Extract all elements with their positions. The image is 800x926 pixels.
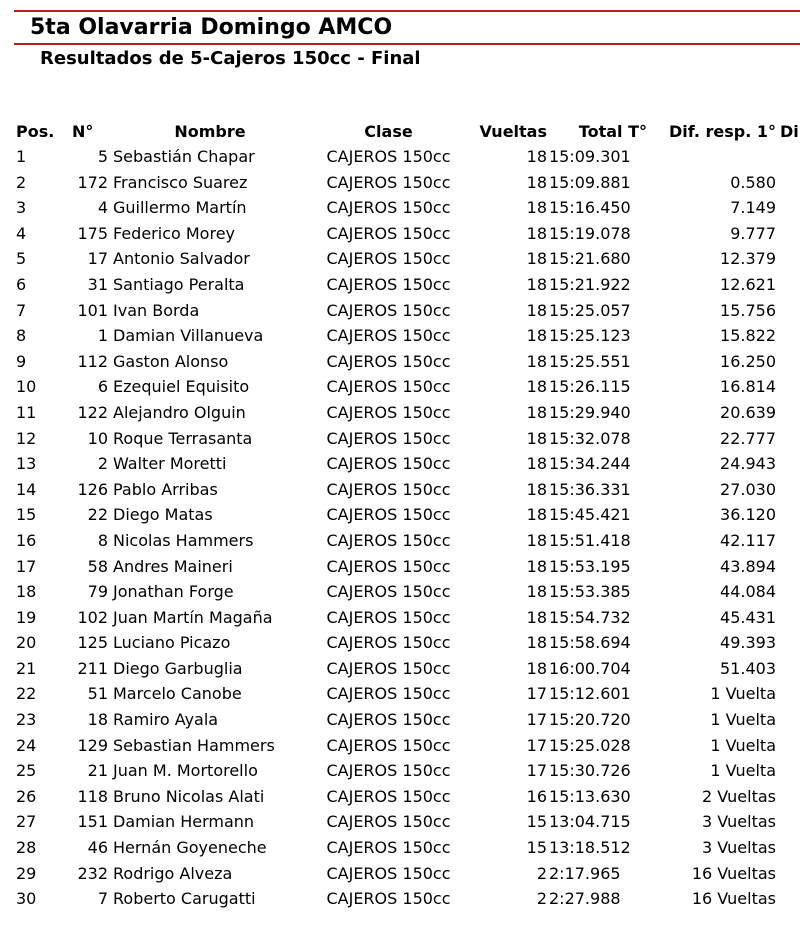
- row-laps: 15: [526, 812, 547, 832]
- row-total-time: 15:25.057: [549, 300, 631, 320]
- row-number: 172: [77, 172, 108, 192]
- row-difference: 1 Vuelta: [710, 761, 776, 781]
- row-extra: [776, 528, 800, 554]
- row-total-time: 15:16.450: [549, 198, 631, 218]
- row-number: 175: [77, 223, 108, 243]
- row-number: 7: [97, 889, 108, 909]
- row-pos: 5: [16, 249, 27, 269]
- row-pos: 18: [16, 582, 37, 602]
- row-class: CAJEROS 150cc: [326, 223, 451, 243]
- row-laps: 15: [526, 838, 547, 858]
- row-pos: 12: [16, 428, 37, 448]
- row-laps: 18: [526, 479, 547, 499]
- row-pos: 8: [16, 326, 27, 346]
- row-pos: 16: [16, 530, 37, 550]
- row-difference: 20.639: [720, 402, 776, 422]
- row-class: CAJEROS 150cc: [326, 300, 451, 320]
- table-row: [16, 349, 800, 375]
- row-total-time: 15:13.630: [549, 786, 631, 806]
- row-difference: 16.250: [720, 351, 776, 371]
- row-total-time: 15:34.244: [549, 454, 631, 474]
- row-difference: 15.756: [720, 300, 776, 320]
- row-total-time: 15:09.301: [549, 147, 631, 166]
- row-laps: 18: [526, 607, 547, 627]
- row-number: 31: [87, 274, 108, 294]
- row-laps: 18: [526, 172, 547, 192]
- table-row: [16, 195, 800, 221]
- row-extra: [776, 605, 800, 631]
- row-name: Hernán Goyeneche: [113, 838, 267, 858]
- row-number: 18: [87, 710, 108, 730]
- row-class: CAJEROS 150cc: [326, 530, 451, 550]
- row-laps: 18: [526, 377, 547, 397]
- row-difference: 15.822: [720, 326, 776, 346]
- row-name: Alejandro Olguin: [113, 402, 246, 422]
- row-name: Francisco Suarez: [113, 172, 248, 192]
- table-row: [16, 784, 800, 810]
- row-number: 1: [97, 326, 108, 346]
- row-pos: 21: [16, 658, 37, 678]
- row-total-time: 15:51.418: [549, 530, 631, 550]
- row-extra: [776, 502, 800, 528]
- row-total-time: 15:45.421: [549, 505, 631, 525]
- row-laps: 18: [526, 198, 547, 218]
- header-extra: Di: [780, 122, 799, 141]
- row-extra: [776, 579, 800, 605]
- row-pos: 20: [16, 633, 37, 653]
- table-row: [16, 298, 800, 324]
- row-difference: 43.894: [720, 556, 776, 576]
- results-body: [16, 144, 800, 912]
- header-laps: Vueltas: [479, 122, 547, 141]
- row-laps: 2: [536, 889, 547, 909]
- row-name: Sebastián Chapar: [113, 147, 255, 166]
- row-laps: 18: [526, 223, 547, 243]
- row-difference: 1 Vuelta: [710, 710, 776, 730]
- row-total-time: 15:19.078: [549, 223, 631, 243]
- row-pos: 7: [16, 300, 27, 320]
- row-extra: [776, 170, 800, 196]
- header-pos: Pos.: [16, 122, 55, 141]
- row-class: CAJEROS 150cc: [326, 147, 451, 166]
- row-extra: [776, 221, 800, 247]
- row-extra: [776, 554, 800, 580]
- row-name: Gaston Alonso: [113, 351, 229, 371]
- row-extra: [776, 349, 800, 375]
- row-class: CAJEROS 150cc: [326, 479, 451, 499]
- row-number: 6: [97, 377, 108, 397]
- row-extra: [776, 144, 800, 170]
- row-extra: [776, 374, 800, 400]
- row-difference: 16 Vueltas: [691, 863, 776, 883]
- table-row: [16, 221, 800, 247]
- row-pos: 30: [16, 889, 37, 909]
- table-row: [16, 809, 800, 835]
- row-total-time: 15:25.551: [549, 351, 631, 371]
- row-name: Diego Matas: [113, 505, 213, 525]
- row-total-time: 13:18.512: [549, 838, 631, 858]
- row-extra: [776, 784, 800, 810]
- title-divider: [14, 43, 800, 45]
- row-pos: 11: [16, 402, 37, 422]
- row-name: Ramiro Ayala: [113, 710, 219, 730]
- row-extra: [776, 809, 800, 835]
- row-laps: 18: [526, 582, 547, 602]
- row-class: CAJEROS 150cc: [326, 505, 451, 525]
- row-pos: 1: [16, 147, 27, 166]
- table-row: [16, 758, 800, 784]
- row-pos: 29: [16, 863, 37, 883]
- row-laps: 18: [526, 351, 547, 371]
- row-class: CAJEROS 150cc: [326, 684, 451, 704]
- row-difference: 0.580: [730, 172, 776, 192]
- table-row: [16, 835, 800, 861]
- header-class: Clase: [364, 122, 413, 141]
- row-difference: 51.403: [720, 658, 776, 678]
- row-class: CAJEROS 150cc: [326, 582, 451, 602]
- row-name: Ezequiel Equisito: [113, 377, 250, 397]
- row-extra: [776, 195, 800, 221]
- row-class: CAJEROS 150cc: [326, 838, 451, 858]
- row-name: Guillermo Martín: [113, 198, 247, 218]
- row-pos: 2: [16, 172, 27, 192]
- row-number: 112: [77, 351, 108, 371]
- table-row: [16, 528, 800, 554]
- row-extra: [776, 656, 800, 682]
- row-number: 102: [77, 607, 108, 627]
- results-table: [16, 119, 800, 912]
- row-extra: [776, 400, 800, 426]
- table-row: [16, 400, 800, 426]
- row-laps: 18: [526, 428, 547, 448]
- row-extra: [776, 861, 800, 887]
- row-difference: 49.393: [720, 633, 776, 653]
- row-difference: 1 Vuelta: [710, 684, 776, 704]
- row-difference: 7.149: [730, 198, 776, 218]
- table-row: [16, 656, 800, 682]
- row-extra: [776, 298, 800, 324]
- row-name: Luciano Picazo: [113, 633, 231, 653]
- row-name: Diego Garbuglia: [113, 658, 243, 678]
- table-row: [16, 144, 800, 170]
- row-laps: 18: [526, 147, 547, 166]
- row-laps: 17: [526, 684, 547, 704]
- row-difference: 27.030: [720, 479, 776, 499]
- row-total-time: 15:09.881: [549, 172, 631, 192]
- row-name: Andres Maineri: [113, 556, 233, 576]
- row-laps: 18: [526, 556, 547, 576]
- row-class: CAJEROS 150cc: [326, 761, 451, 781]
- row-laps: 18: [526, 454, 547, 474]
- table-row: [16, 554, 800, 580]
- row-total-time: 15:54.732: [549, 607, 631, 627]
- row-laps: 16: [526, 786, 547, 806]
- row-total-time: 15:21.922: [549, 274, 631, 294]
- page-title: 5ta Olavarria Domingo AMCO: [30, 15, 393, 40]
- header-number: N°: [72, 122, 94, 141]
- row-class: CAJEROS 150cc: [326, 274, 451, 294]
- table-row: [16, 272, 800, 298]
- row-total-time: 16:00.704: [549, 658, 631, 678]
- row-laps: 18: [526, 274, 547, 294]
- row-difference: 45.431: [720, 607, 776, 627]
- row-difference: 12.379: [720, 249, 776, 269]
- row-extra: [776, 886, 800, 912]
- row-class: CAJEROS 150cc: [326, 786, 451, 806]
- row-laps: 17: [526, 710, 547, 730]
- row-total-time: 15:53.385: [549, 582, 631, 602]
- table-row: [16, 502, 800, 528]
- table-row: [16, 605, 800, 631]
- row-class: CAJEROS 150cc: [326, 172, 451, 192]
- row-number: 125: [77, 633, 108, 653]
- header-name: Nombre: [174, 122, 246, 141]
- row-laps: 18: [526, 633, 547, 653]
- row-difference: 42.117: [720, 530, 776, 550]
- row-pos: 6: [16, 274, 27, 294]
- table-row: [16, 861, 800, 887]
- row-pos: 23: [16, 710, 37, 730]
- top-divider: [14, 10, 800, 12]
- table-row: [16, 246, 800, 272]
- row-total-time: 15:32.078: [549, 428, 631, 448]
- row-class: CAJEROS 150cc: [326, 428, 451, 448]
- row-class: CAJEROS 150cc: [326, 812, 451, 832]
- row-total-time: 2:27.988: [549, 889, 621, 909]
- row-total-time: 15:20.720: [549, 710, 631, 730]
- row-pos: 3: [16, 198, 27, 218]
- row-class: CAJEROS 150cc: [326, 556, 451, 576]
- row-total-time: 15:36.331: [549, 479, 631, 499]
- row-laps: 18: [526, 249, 547, 269]
- row-name: Federico Morey: [113, 223, 235, 243]
- row-pos: 24: [16, 735, 37, 755]
- row-number: 22: [87, 505, 108, 525]
- row-number: 79: [87, 582, 108, 602]
- row-extra: [776, 758, 800, 784]
- row-number: 101: [77, 300, 108, 320]
- row-name: Walter Moretti: [113, 454, 227, 474]
- row-extra: [776, 323, 800, 349]
- row-total-time: 15:58.694: [549, 633, 631, 653]
- row-pos: 26: [16, 786, 37, 806]
- row-number: 4: [97, 198, 108, 218]
- row-name: Pablo Arribas: [113, 479, 218, 499]
- table-row: [16, 477, 800, 503]
- page-subtitle: Resultados de 5-Cajeros 150cc - Final: [40, 48, 421, 69]
- table-row: [16, 707, 800, 733]
- table-row: [16, 681, 800, 707]
- row-difference: 3 Vueltas: [702, 812, 776, 832]
- row-class: CAJEROS 150cc: [326, 735, 451, 755]
- table-row: [16, 451, 800, 477]
- table-row: [16, 323, 800, 349]
- row-class: CAJEROS 150cc: [326, 633, 451, 653]
- row-extra: [776, 477, 800, 503]
- row-pos: 28: [16, 838, 37, 858]
- row-class: CAJEROS 150cc: [326, 454, 451, 474]
- header-difference: Dif. resp. 1°: [669, 122, 776, 141]
- row-pos: 14: [16, 479, 37, 499]
- row-number: 17: [87, 249, 108, 269]
- row-name: Juan M. Mortorello: [113, 761, 258, 781]
- row-pos: 25: [16, 761, 37, 781]
- row-laps: 18: [526, 402, 547, 422]
- row-laps: 2: [536, 863, 547, 883]
- row-name: Sebastian Hammers: [113, 735, 275, 755]
- row-class: CAJEROS 150cc: [326, 351, 451, 371]
- row-number: 211: [77, 658, 108, 678]
- row-class: CAJEROS 150cc: [326, 249, 451, 269]
- row-name: Nicolas Hammers: [113, 530, 254, 550]
- row-total-time: 15:21.680: [549, 249, 631, 269]
- row-difference: 44.084: [720, 582, 776, 602]
- row-number: 58: [87, 556, 108, 576]
- row-name: Antonio Salvador: [113, 249, 250, 269]
- row-laps: 18: [526, 658, 547, 678]
- row-number: 151: [77, 812, 108, 832]
- row-extra: [776, 630, 800, 656]
- table-row: [16, 886, 800, 912]
- row-total-time: 15:30.726: [549, 761, 631, 781]
- row-number: 118: [77, 786, 108, 806]
- row-name: Damian Hermann: [113, 812, 255, 832]
- table-row: [16, 170, 800, 196]
- row-difference: 16 Vueltas: [691, 889, 776, 909]
- row-name: Juan Martín Magaña: [113, 607, 273, 627]
- table-row: [16, 579, 800, 605]
- row-name: Damian Villanueva: [113, 326, 264, 346]
- row-difference: 24.943: [720, 454, 776, 474]
- row-laps: 17: [526, 761, 547, 781]
- row-difference: 9.777: [730, 223, 776, 243]
- row-number: 126: [77, 479, 108, 499]
- row-name: Bruno Nicolas Alati: [113, 786, 265, 806]
- row-extra: [776, 451, 800, 477]
- table-row: [16, 426, 800, 452]
- row-name: Roberto Carugatti: [113, 889, 256, 909]
- row-number: 46: [87, 838, 108, 858]
- row-class: CAJEROS 150cc: [326, 326, 451, 346]
- row-class: CAJEROS 150cc: [326, 198, 451, 218]
- row-number: 51: [87, 684, 108, 704]
- row-difference: [647, 144, 776, 170]
- row-extra: [776, 246, 800, 272]
- row-difference: 36.120: [720, 505, 776, 525]
- row-pos: 17: [16, 556, 37, 576]
- row-laps: 18: [526, 505, 547, 525]
- row-pos: 10: [16, 377, 37, 397]
- row-number: 5: [97, 147, 108, 166]
- row-number: 10: [87, 428, 108, 448]
- row-class: CAJEROS 150cc: [326, 607, 451, 627]
- header-total-time: Total T°: [578, 122, 647, 141]
- row-total-time: 15:12.601: [549, 684, 631, 704]
- row-pos: 4: [16, 223, 27, 243]
- row-pos: 15: [16, 505, 37, 525]
- row-class: CAJEROS 150cc: [326, 377, 451, 397]
- row-number: 2: [97, 454, 108, 474]
- row-total-time: 15:26.115: [549, 377, 631, 397]
- table-row: [16, 733, 800, 759]
- row-name: Santiago Peralta: [113, 274, 245, 294]
- row-name: Ivan Borda: [113, 300, 200, 320]
- table-row: [16, 630, 800, 656]
- row-total-time: 15:25.028: [549, 735, 631, 755]
- row-class: CAJEROS 150cc: [326, 863, 451, 883]
- row-pos: 22: [16, 684, 37, 704]
- row-extra: [776, 707, 800, 733]
- row-class: CAJEROS 150cc: [326, 658, 451, 678]
- row-name: Marcelo Canobe: [113, 684, 242, 704]
- row-number: 129: [77, 735, 108, 755]
- row-name: Roque Terrasanta: [113, 428, 253, 448]
- row-number: 122: [77, 402, 108, 422]
- row-laps: 18: [526, 300, 547, 320]
- row-total-time: 15:53.195: [549, 556, 631, 576]
- row-extra: [776, 272, 800, 298]
- row-difference: 1 Vuelta: [710, 735, 776, 755]
- row-number: 8: [97, 530, 108, 550]
- row-number: 21: [87, 761, 108, 781]
- row-pos: 13: [16, 454, 37, 474]
- table-row: [16, 374, 800, 400]
- row-name: Jonathan Forge: [113, 582, 234, 602]
- row-extra: [776, 426, 800, 452]
- row-laps: 17: [526, 735, 547, 755]
- row-name: Rodrigo Alveza: [113, 863, 233, 883]
- row-difference: 2 Vueltas: [702, 786, 776, 806]
- row-pos: 9: [16, 351, 27, 371]
- row-total-time: 15:29.940: [549, 402, 631, 422]
- row-total-time: 15:25.123: [549, 326, 631, 346]
- row-class: CAJEROS 150cc: [326, 402, 451, 422]
- row-number: 232: [77, 863, 108, 883]
- table-header-row: [16, 119, 800, 144]
- row-pos: 27: [16, 812, 37, 832]
- row-difference: 16.814: [720, 377, 776, 397]
- row-difference: 3 Vueltas: [702, 838, 776, 858]
- row-difference: 12.621: [720, 274, 776, 294]
- row-laps: 18: [526, 326, 547, 346]
- row-class: CAJEROS 150cc: [326, 710, 451, 730]
- row-laps: 18: [526, 530, 547, 550]
- row-extra: [776, 733, 800, 759]
- row-class: CAJEROS 150cc: [326, 889, 451, 909]
- row-difference: 22.777: [720, 428, 776, 448]
- row-pos: 19: [16, 607, 37, 627]
- row-total-time: 13:04.715: [549, 812, 631, 832]
- row-extra: [776, 681, 800, 707]
- row-total-time: 2:17.965: [549, 863, 621, 883]
- row-extra: [776, 835, 800, 861]
